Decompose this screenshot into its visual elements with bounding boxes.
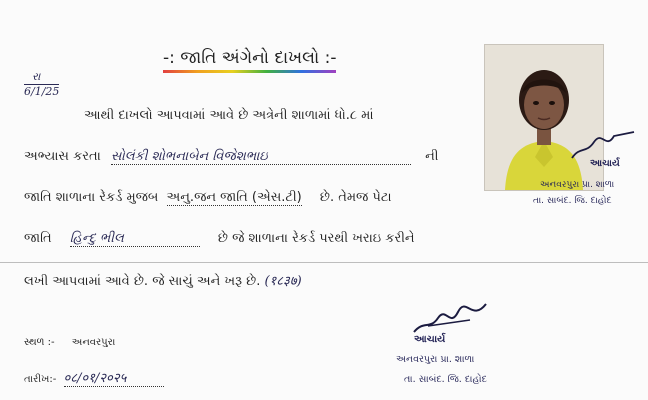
photo-stamp-address: તા. સાબંદ. જિ. દાહોદ [533, 196, 612, 206]
photo-stamp-school: અનવરપુરા પ્રા. શાળા [540, 180, 615, 190]
stamp-title: આચાર્ય [414, 334, 446, 345]
line5-text: લખી આપવામાં આવે છે. જે સાચું અને ખરૂ છે. [24, 274, 261, 289]
place-value: અનવરપુરા [71, 337, 116, 348]
photo-stamp-title: આચાર્ય [590, 158, 620, 169]
stamp-address: તા. સાબંદ. જિ. દાહોદ [404, 374, 487, 385]
line2-suffix: ની [425, 149, 439, 164]
line3-suffix: છે. તેમજ પેટા [319, 190, 392, 205]
date-label: તારીખ:- [24, 374, 57, 385]
student-name: સોલંકી શોભનાબેન વિજેશભાઇ [111, 149, 411, 165]
place-label: સ્થળ :- [24, 337, 55, 348]
stamp-school: અનવરપુરા પ્રા. શાળા [396, 354, 475, 365]
scan-fold-line [0, 262, 648, 263]
line4-suffix: છે જે શાળાના રેકર્ડ પરથી ખરાઇ કરીને [217, 231, 415, 246]
student-portrait-image [485, 45, 603, 190]
place-row [24, 337, 115, 348]
title-underline [163, 70, 336, 73]
body-line-1: આથી દાખલો આપવામાં આવે છે અત્રેની શાળામાં ધો.૮ માં [84, 108, 374, 123]
register-number: (१८३७) [264, 274, 302, 289]
body-line-5 [24, 271, 302, 289]
margin-note-initial: રા [32, 70, 41, 83]
date-row [24, 368, 164, 387]
caste-value: અનુ.જન જાતિ (એસ.ટી) [166, 190, 302, 205]
body-line-3 [24, 190, 392, 206]
line4-prefix: જાતિ [24, 231, 52, 246]
date-value: ०८/०१/२०२५ [64, 368, 164, 387]
student-photo [484, 44, 604, 191]
body-line-2 [24, 149, 438, 165]
title-text: -: જાતિ અંગેનો દાખલો :- [163, 48, 337, 68]
margin-note-date: 6/1/25 [24, 85, 60, 98]
certificate-title [163, 48, 336, 68]
line2-prefix: અભ્યાસ કરતા [24, 149, 101, 164]
subcaste-value: હિન્દુ ભીલ [70, 231, 200, 247]
body-line-4 [24, 231, 415, 247]
line3-prefix: જાતિ શાળાના રેકર્ડ મુજબ [24, 190, 159, 205]
